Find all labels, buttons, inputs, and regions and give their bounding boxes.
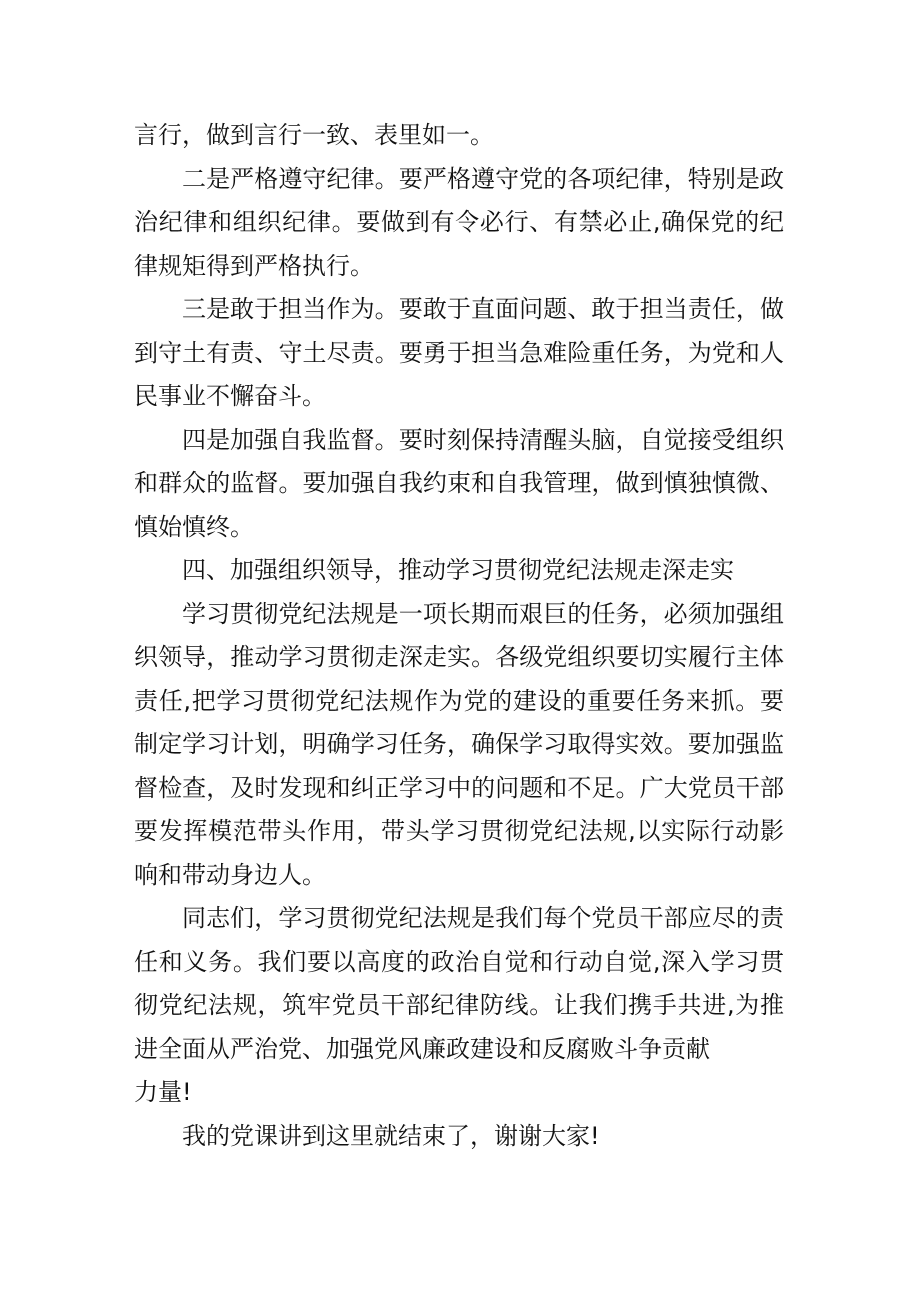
document-body [134, 114, 784, 1158]
paragraph-continuation: 言行，做到言行一致、表里如一。 [134, 121, 494, 149]
paragraph-ending: 我的党课讲到这里就结束了，谢谢大家! [182, 1121, 600, 1150]
section-heading: 四、加强组织领导，推动学习贯彻党纪法规走深走实 [182, 556, 734, 584]
paragraph-leadership: 学习贯彻党纪法规是一项长期而艰巨的任务，必须加强组织领导，推动学习贯彻走深走实。各级党组织要切实履行主体责任,把学习贯彻党纪法规作为党的建设的重要任务来抓。要制定学习计划，明确学习任务，确保学习取得实效。要加强监督检查，及时发现和纠正学习中的问题和不足。广大党员干部要发挥模范带头作用，带头学习贯彻党纪法规,以实际行动影响和带动身边人。 [134, 599, 784, 889]
paragraph-self-supervision: 四是加强自我监督。要时刻保持清醒头脑，自觉接受组织和群众的监督。要加强自我约束和自我管理，做到慎独慎微、慎始慎终。 [134, 425, 784, 541]
paragraph-closing-tail: 力量! [134, 1078, 192, 1106]
paragraph-discipline: 二是严格遵守纪律。要严格遵守党的各项纪律，特别是政治纪律和组织纪律。要做到有令必行、有禁必止,确保党的纪律规矩得到严格执行。 [134, 164, 784, 280]
paragraph-closing-appeal: 同志们，学习贯彻党纪法规是我们每个党员干部应尽的责任和义务。我们要以高度的政治自觉和行动自觉,深入学习贯彻党纪法规，筑牢党员干部纪律防线。让我们携手共进,为推进全面从严治党、加强党风廉政建设和反腐败斗争贡献 [134, 904, 784, 1063]
paragraph-responsibility: 三是敢于担当作为。要敢于直面问题、敢于担当责任，做到守土有责、守土尽责。要勇于担当急难险重任务，为党和人民事业不懈奋斗。 [134, 295, 784, 410]
